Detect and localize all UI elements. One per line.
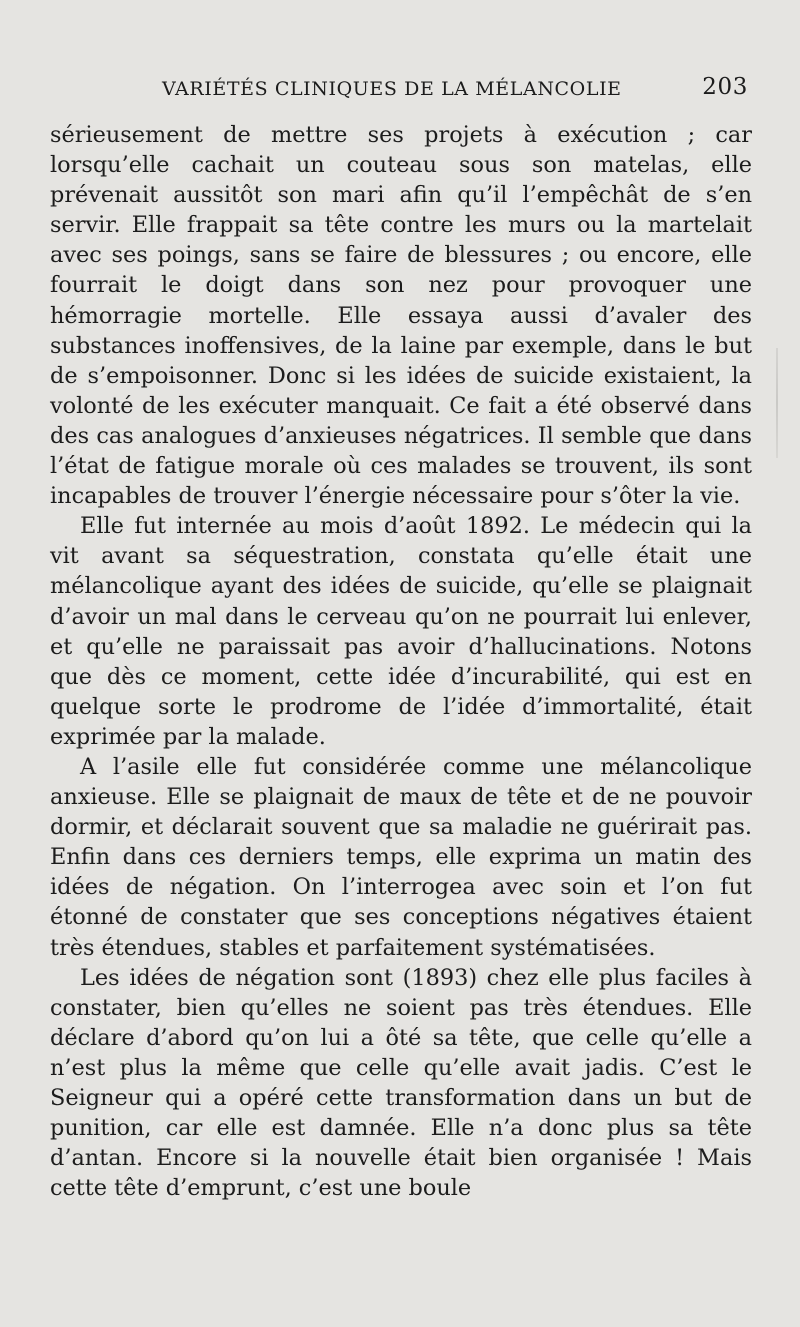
paragraph-continuation: sérieusement de mettre ses projets à exécution ; car lorsqu’elle cachait un couteau sous son matelas, elle prévenait aussitôt son mari afin qu’il l’empêchât de s’en servir. Elle frappait sa tête contre les murs ou la martelait avec ses poings, sans se faire de blessures ; ou encore, elle fourrait le doigt dans son nez pour provoquer une hémorragie mortelle. Elle essaya aussi d’avaler des substances inoffensives, de la laine par exemple, dans le but de s’empoisonner. Donc si les idées de suicide existaient, la volonté de les exécuter manquait. Ce fait a été observé dans des cas analogues d’anxieuses négatrices. Il semble que dans l’état de fatigue morale où ces malades se trouvent, ils sont incapables de trouver l’énergie nécessaire pour s’ôter la vie. xyxy=(50,122,752,510)
margin-mark xyxy=(776,348,778,458)
running-header xyxy=(50,74,752,104)
paragraph-negation-ideas: Les idées de négation sont (1893) chez elle plus faciles à constater, bien qu’elles ne soient pas très étendues. Elle déclare d’abord qu’on lui a ôté sa tête, que celle qu’elle a n’est plus la même que celle qu’elle avait jadis. C’est le Seigneur qui a opéré cette transformation dans un but de punition, car elle est damnée. Elle n’a donc plus sa tête d’antan. Encore si la nouvelle était bien organisée ! Mais cette tête d’emprunt, c’est une boule xyxy=(50,964,752,1202)
paragraph-asylum: A l’asile elle fut considérée comme une mélancolique anxieuse. Elle se plaignait de maux de tête et de ne pouvoir dormir, et déclarait souvent que sa maladie ne guérirait pas. Enfin dans ces derniers temps, elle exprima un matin des idées de négation. On l’interrogea avec soin et l’on fut étonné de constater que ses conceptions négatives étaient très étendues, stables et parfaitement systématisées. xyxy=(50,753,752,961)
running-title: VARIÉTÉS CLINIQUES DE LA MÉLANCOLIE xyxy=(162,78,622,100)
paragraph-internment: Elle fut internée au mois d’août 1892. Le médecin qui la vit avant sa séquestration, constata qu’elle était une mélancolique ayant des idées de suicide, qu’elle se plaignait d’avoir un mal dans le cerveau qu’on ne pourrait lui enlever, et qu’elle ne paraissait pas avoir d’hallucinations. Notons que dès ce moment, cette idée d’incurabilité, qui est en quelque sorte le prodrome de l’idée d’immortalité, était exprimée par la malade. xyxy=(50,513,752,750)
page-number: 203 xyxy=(702,74,748,100)
body-text xyxy=(50,120,752,1203)
